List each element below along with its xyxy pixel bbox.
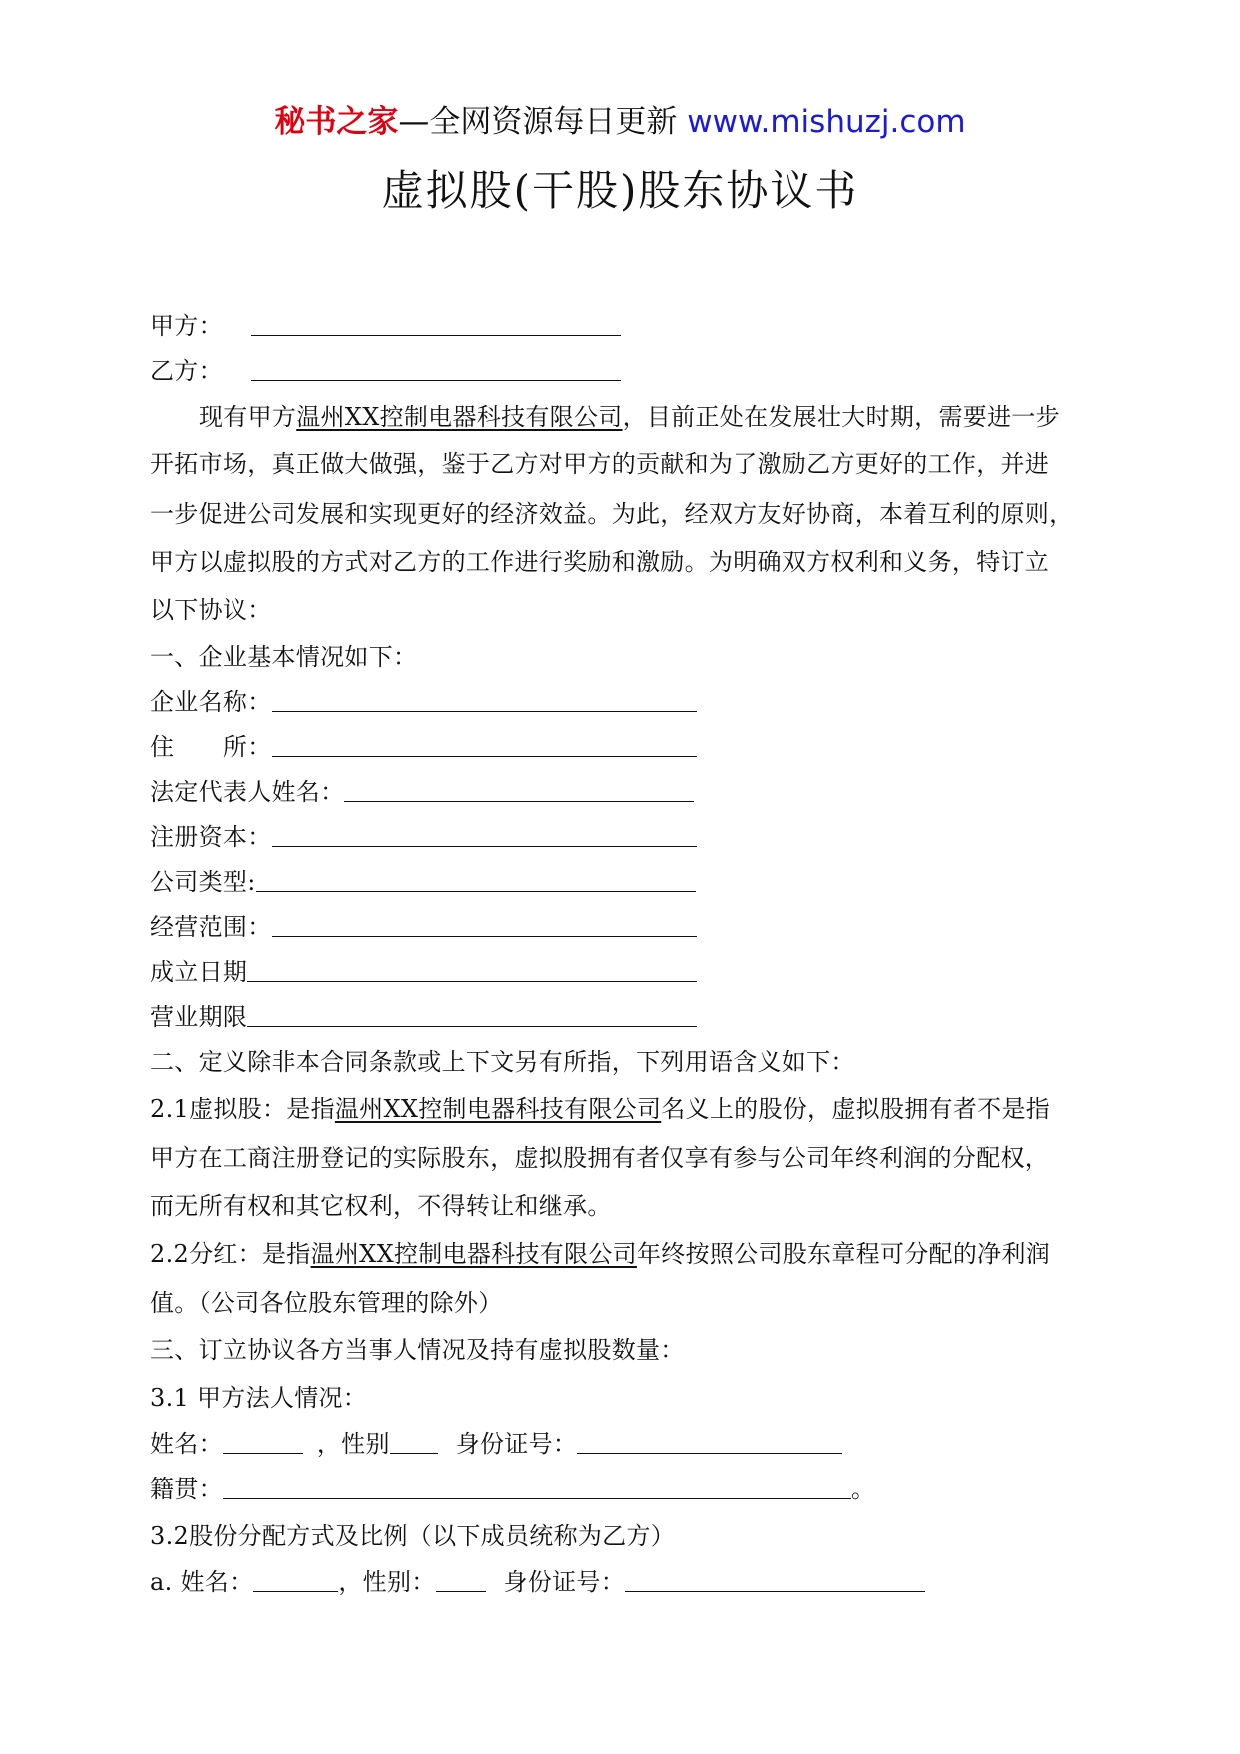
intro-company: 温州XX控制电器科技有限公司 (296, 403, 623, 431)
field-business-term (150, 1001, 697, 1033)
party-b-line (150, 355, 621, 387)
field-blank[interactable] (247, 957, 697, 982)
id-blank[interactable] (577, 1429, 842, 1454)
intro-prefix: 现有甲方 (199, 403, 297, 431)
intro-line-3: 一步促进公司发展和实现更好的经济效益。为此，经双方友好协商，本着互利的原则， (150, 500, 1074, 528)
def21-line-1 (150, 1093, 1050, 1125)
field-company-type (150, 866, 696, 898)
party-a-blank[interactable] (251, 311, 621, 336)
field-label: 住 所： (150, 733, 272, 761)
def22-company: 温州XX控制电器科技有限公司 (310, 1240, 637, 1268)
field-label: 公司类型: (150, 868, 256, 896)
field-legal-rep (150, 776, 694, 808)
gender-label: ，性别 (316, 1430, 390, 1458)
member-a-name-label: a. 姓名： (150, 1568, 254, 1596)
def22-line-1 (150, 1238, 1050, 1270)
native-place-line (150, 1473, 875, 1505)
field-company-name (150, 686, 697, 718)
def22-line-2: 值。（公司各位股东管理的除外） (150, 1289, 503, 1317)
def22-prefix: 2.2分红：是指 (150, 1240, 311, 1268)
def21-prefix: 2.1虚拟股：是指 (150, 1095, 335, 1123)
member-a-gender-blank[interactable] (436, 1567, 486, 1592)
def22-suffix: 年终按照公司股东章程可分配的净利润 (636, 1240, 1051, 1268)
party-b-blank[interactable] (251, 356, 621, 381)
gender-blank[interactable] (390, 1429, 438, 1454)
field-blank[interactable] (272, 912, 697, 937)
field-address (150, 731, 697, 763)
watermark-url[interactable]: www.mishuzj.com (687, 104, 966, 140)
field-blank[interactable] (272, 687, 697, 712)
intro-suffix: ，目前正处在发展壮大时期，需要进一步 (622, 403, 1060, 431)
native-label: 籍贯： (150, 1475, 223, 1503)
id-label: 身份证号： (455, 1430, 578, 1458)
name-blank[interactable] (223, 1429, 303, 1454)
field-capital (150, 821, 697, 853)
member-a-id-label: 身份证号： (503, 1568, 626, 1596)
field-label: 企业名称： (150, 688, 272, 716)
section3-heading: 三、订立协议各方当事人情况及持有虚拟股数量： (150, 1336, 685, 1364)
section1-heading: 一、企业基本情况如下： (150, 643, 418, 671)
def21-line-3: 而无所有权和其它权利，不得转让和继承。 (150, 1192, 612, 1220)
def21-company: 温州XX控制电器科技有限公司 (334, 1095, 662, 1123)
watermark-header (0, 100, 1240, 144)
field-label: 营业期限 (150, 1003, 248, 1031)
party-a-person-line (150, 1428, 842, 1460)
def21-suffix: 名义上的股份，虚拟股拥有者不是指 (661, 1095, 1051, 1123)
section31-heading: 3.1 甲方法人情况： (150, 1384, 368, 1412)
intro-line-4: 甲方以虚拟股的方式对乙方的工作进行奖励和激励。为明确双方权利和义务，特订立 (150, 548, 1050, 576)
member-a-line (150, 1566, 925, 1598)
party-b-label: 乙方： (150, 357, 223, 385)
section32-heading: 3.2股份分配方式及比例（以下成员统称为乙方） (150, 1522, 676, 1550)
intro-line-5: 以下协议： (150, 596, 272, 624)
member-a-gender-label: ，性别： (338, 1568, 436, 1596)
member-a-id-blank[interactable] (625, 1567, 925, 1592)
field-founding-date (150, 956, 697, 988)
field-blank[interactable] (247, 1002, 697, 1027)
intro-line-1 (199, 401, 1060, 433)
document-title: 虚拟股(干股)股东协议书 (381, 166, 859, 215)
name-label: 姓名： (150, 1430, 223, 1458)
intro-line-2: 开拓市场，真正做大做强，鉴于乙方对甲方的贡献和为了激励乙方更好的工作，并进 (150, 450, 1050, 478)
field-label: 成立日期 (150, 958, 248, 986)
party-a-label: 甲方： (150, 312, 223, 340)
field-blank[interactable] (256, 867, 696, 892)
field-label: 经营范围： (150, 913, 272, 941)
field-label: 注册资本： (150, 823, 272, 851)
watermark-tagline: —全网资源每日更新 (398, 104, 678, 140)
member-a-name-blank[interactable] (253, 1567, 338, 1592)
native-blank[interactable] (223, 1474, 851, 1499)
field-label: 法定代表人姓名： (150, 778, 345, 806)
party-a-line (150, 310, 621, 342)
watermark-brand: 秘书之家 (274, 104, 399, 140)
field-blank[interactable] (272, 822, 697, 847)
section2-heading: 二、定义除非本合同条款或上下文另有所指，下列用语含义如下： (150, 1048, 855, 1076)
native-period: 。 (850, 1475, 876, 1503)
def21-line-2: 甲方在工商注册登记的实际股东，虚拟股拥有者仅享有参与公司年终利润的分配权， (150, 1144, 1050, 1172)
field-business-scope (150, 911, 697, 943)
field-blank[interactable] (344, 777, 694, 802)
field-blank[interactable] (272, 732, 697, 757)
